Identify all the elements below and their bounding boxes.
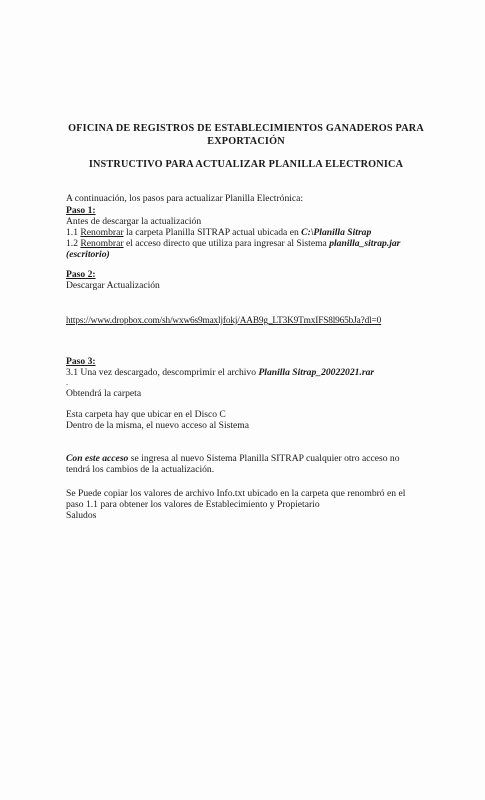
- rar-filename: Planilla Sitrap_20022021.rar: [258, 367, 375, 378]
- document-title: [60, 122, 432, 148]
- paso1-line4: (escritorio): [66, 249, 110, 260]
- jar-filename: planilla_sitrap.jar: [329, 238, 401, 249]
- note-emphasis: Con este acceso: [66, 453, 129, 464]
- folder-path: C:\Planilla Sitrap: [301, 227, 372, 238]
- paso3-line3: Esta carpeta hay que ubicar en el Disco C: [66, 409, 226, 420]
- step-text: 3.1 Una vez descargado, descomprimir el archivo: [66, 367, 259, 378]
- paso1-heading: Paso 1:: [66, 205, 96, 216]
- paso1-line1: Antes de descargar la actualización: [66, 216, 202, 227]
- paso3-step-3-1: [66, 367, 374, 378]
- dropbox-link[interactable]: https://www.dropbox.com/sh/wxw6s9maxljfokj/AAB9g_LT3K9TmxIFS8l965bJa?dl=0: [66, 316, 382, 326]
- note2-line1: Se Puede copiar los valores de archivo Info.txt ubicado en la carpeta que renombró en el: [66, 488, 406, 499]
- renombrar-word: Renombrar: [80, 227, 124, 238]
- title-line-2: EXPORTACIÓN: [207, 136, 285, 147]
- step-number: 1.2: [66, 238, 81, 249]
- paso2-line1: Descargar Actualización: [66, 280, 160, 291]
- paso2-heading: Paso 2:: [66, 269, 96, 280]
- paso1-step-1-1: [66, 227, 371, 238]
- renombrar-word: Renombrar: [80, 238, 124, 249]
- paso1-step-1-2: [66, 238, 400, 249]
- paso3-line4: Dentro de la misma, el nuevo acceso al Sistema: [66, 420, 250, 431]
- step-text: el acceso directo que utiliza para ingresar al Sistema: [123, 238, 330, 249]
- note1-line1: [66, 453, 400, 464]
- note1-line2: tendrá los cambios de la actualización.: [66, 464, 215, 475]
- note2-line2: paso 1.1 para obtener los valores de Establecimiento y Propietario: [66, 499, 320, 510]
- paso3-line2: Obtendrá la carpeta: [66, 388, 142, 399]
- step-text: la carpeta Planilla SITRAP actual ubicada en: [123, 227, 302, 238]
- dot-mark: .: [66, 378, 68, 387]
- closing-saludos: Saludos: [66, 510, 97, 521]
- document-subtitle: INSTRUCTIVO PARA ACTUALIZAR PLANILLA ELECTRONICA: [88, 159, 404, 170]
- step-number: 1.1: [66, 227, 81, 238]
- note-text: se ingresa al nuevo Sistema Planilla SITRAP cualquier otro acceso no: [128, 453, 400, 464]
- title-line-1: OFICINA DE REGISTROS DE ESTABLECIMIENTOS GANADEROS PARA: [68, 123, 424, 134]
- paso3-heading: Paso 3:: [66, 356, 96, 367]
- intro-text: A continuación, los pasos para actualizar Planilla Electrónica:: [66, 193, 304, 204]
